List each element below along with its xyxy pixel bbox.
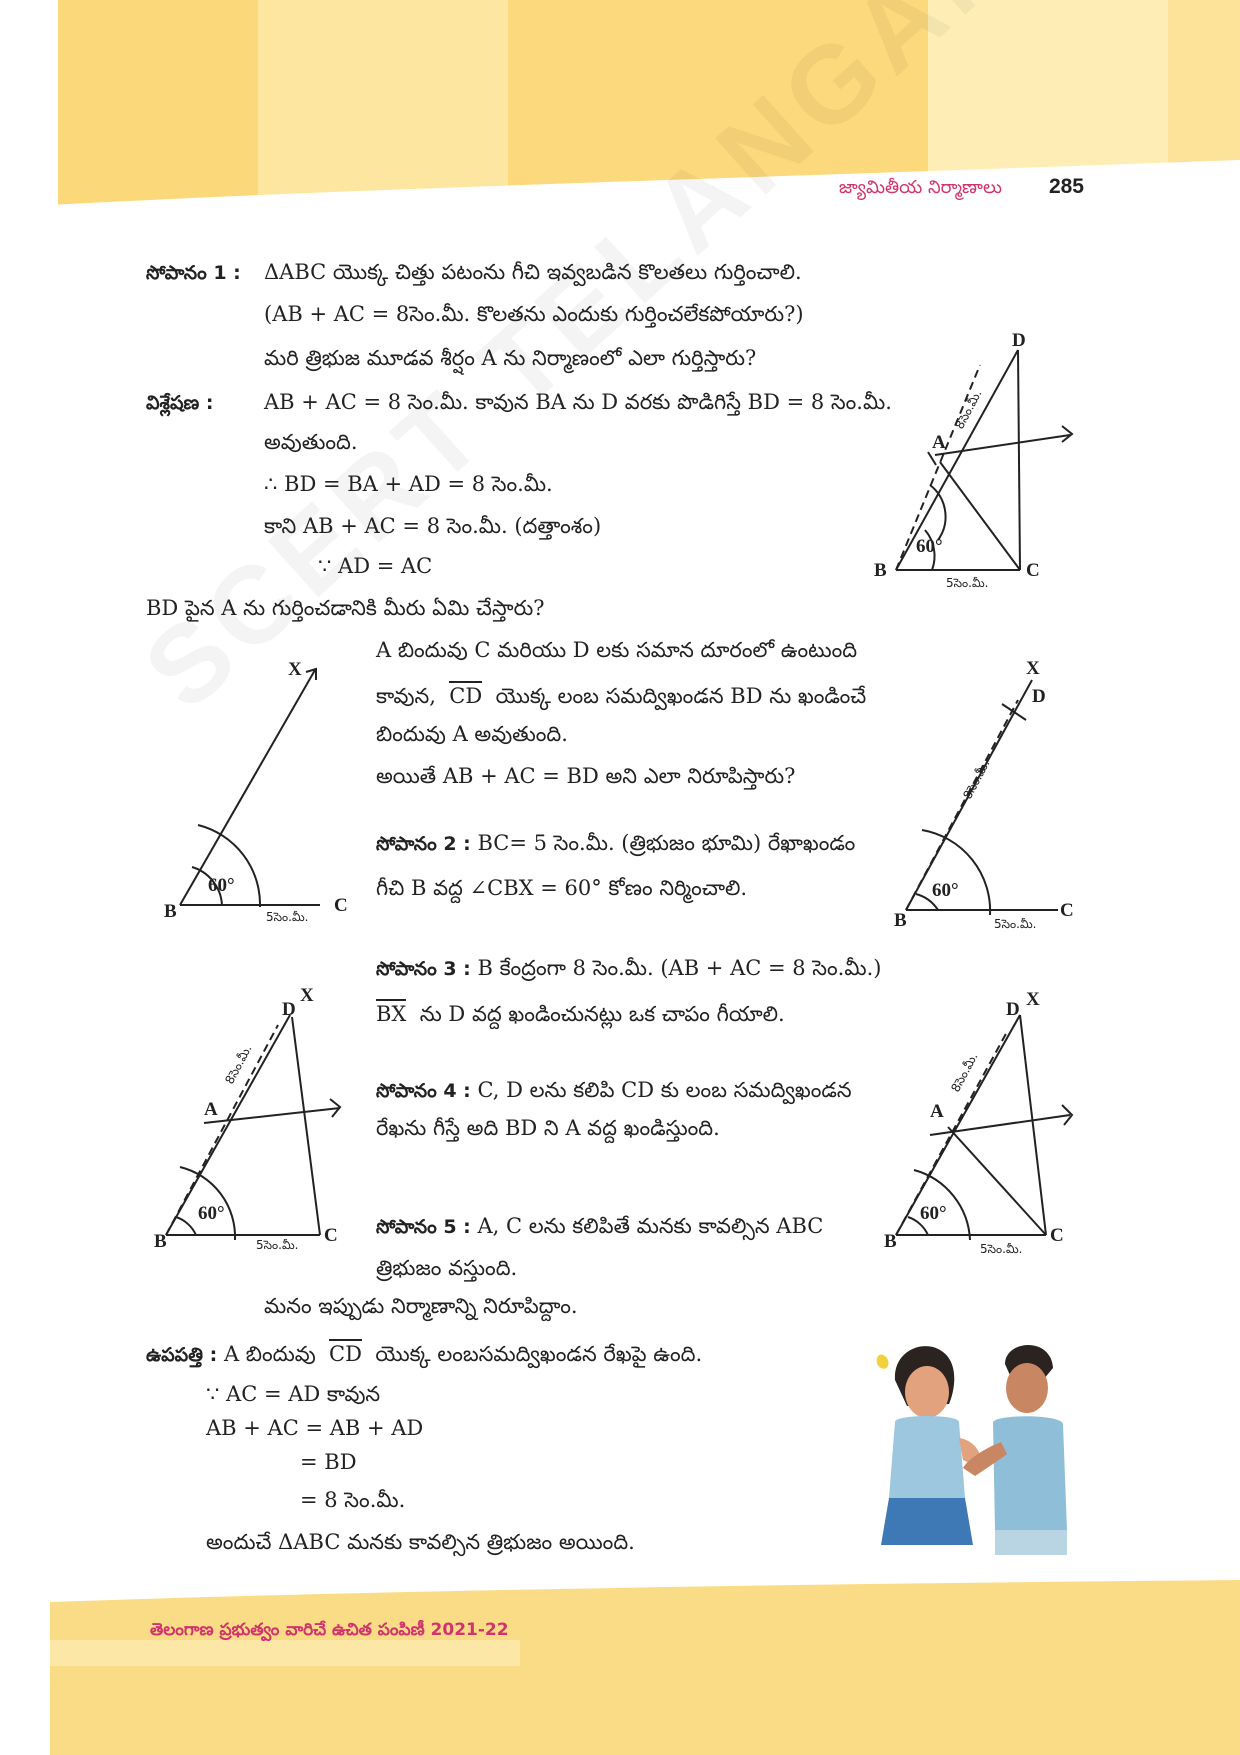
label-x: X xyxy=(300,985,314,1006)
step5-line2: త్రిభుజం వస్తుంది. xyxy=(376,1256,518,1280)
label-c: C xyxy=(1060,900,1074,921)
para-a-line1: A బిందువు C మరియు D లకు సమాన దూరంలో ఉంటుంది xyxy=(376,638,858,662)
label-d: D xyxy=(1012,330,1026,351)
label-bc-length: 5సెం.మీ. xyxy=(946,576,989,590)
proof-line1: ఉపపత్తి : A బిందువు CD యొక్క లంబసమద్విఖండన రేఖపై ఉంది. xyxy=(146,1344,702,1365)
step1-label: సోపానం 1 : xyxy=(146,262,241,284)
step1-line1: ΔABC యొక్క చిత్తు పటంను గీచి ఇవ్వబడిన కొలతలు గుర్తించాలి. xyxy=(264,260,802,284)
proof-line5: = 8 సెం.మీ. xyxy=(300,1488,406,1512)
label-b: B xyxy=(894,910,907,931)
footer-text: తెలంగాణ ప్రభుత్వం వారిచే ఉచిత పంపిణీ 2021-22 xyxy=(150,1620,509,1640)
step3-line1: సోపానం 3 : B కేంద్రంగా 8 సెం.మీ. (AB + AC = 8 సెం.మీ.) xyxy=(376,956,882,980)
page-number: 285 xyxy=(1048,175,1084,198)
figure-step3 xyxy=(890,660,1090,940)
label-a: A xyxy=(930,1101,944,1122)
figure-rough-sketch xyxy=(870,330,1100,595)
label-c: C xyxy=(324,1225,338,1246)
label-angle: 60° xyxy=(920,1203,947,1224)
label-angle: 60° xyxy=(916,536,943,557)
proof-line6: అందుచే ΔABC మనకు కావల్సిన త్రిభుజం అయింది. xyxy=(206,1530,635,1554)
analysis-line1: AB + AC = 8 సెం.మీ. కావున BA ను D వరకు పొడిగిస్తే BD = 8 సెం.మీ. xyxy=(264,390,892,414)
step1-line3: మరి త్రిభుజ మూడవ శీర్షం A ను నిర్మాణంలో ఎలా గుర్తిస్తారు? xyxy=(264,346,757,370)
label-bc-length: 5సెం.మీ. xyxy=(980,1242,1023,1256)
para-a-line3: బిందువు A అవుతుంది. xyxy=(376,722,568,746)
proof-line2: ∵ AC = AD కావున xyxy=(206,1382,381,1406)
label-bc-length: 5సెం.మీ. xyxy=(256,1238,299,1252)
label-c: C xyxy=(1050,1225,1064,1246)
children-illustration xyxy=(855,1330,1075,1555)
label-d: D xyxy=(1006,999,1020,1020)
bx-ray: BX xyxy=(376,999,406,1026)
footer-band xyxy=(0,1580,1240,1755)
label-angle: 60° xyxy=(198,1203,225,1224)
figure-step4 xyxy=(150,985,350,1250)
label-bd-length: 8సెం.మీ. xyxy=(960,757,993,802)
proof-line3: AB + AC = AB + AD xyxy=(206,1416,424,1440)
label-x: X xyxy=(288,659,302,680)
label-x: X xyxy=(1026,989,1040,1010)
label-b: B xyxy=(164,901,177,922)
verify-line: మనం ఇప్పుడు నిర్మాణాన్ని నిరూపిద్దాం. xyxy=(264,1294,578,1318)
step2-line1: సోపానం 2 : BC= 5 సెం.మీ. (త్రిభుజం భూమి) రేఖాఖండం xyxy=(376,831,856,855)
para-a-line4: అయితే AB + AC = BD అని ఎలా నిరూపిస్తారు? xyxy=(376,764,796,788)
label-a: A xyxy=(204,1099,218,1120)
step4-line1: సోపానం 4 : C, D లను కలిపి CD కు లంబ సమద్విఖండన xyxy=(376,1078,852,1102)
analysis-line4: కాని AB + AC = 8 సెం.మీ. (దత్తాంశం) xyxy=(264,514,602,538)
label-c: C xyxy=(1026,560,1040,581)
label-angle: 60° xyxy=(208,875,235,896)
cd-segment: CD xyxy=(449,681,482,708)
analysis-label: విశ్లేషణ : xyxy=(146,392,214,414)
step2-line2: గీచి B వద్ద ∠CBX = 60° కోణం నిర్మించాలి. xyxy=(376,876,748,900)
step1-line2: (AB + AC = 8సెం.మీ. కొలతను ఎందుకు గుర్తించలేకపోయారు?) xyxy=(264,302,804,326)
analysis-line2: అవుతుంది. xyxy=(264,430,358,454)
label-c: C xyxy=(334,895,348,916)
step5-line1: సోపానం 5 : A, C లను కలిపితే మనకు కావల్సిన ABC xyxy=(376,1214,824,1238)
figure-step5 xyxy=(880,989,1100,1265)
label-b: B xyxy=(154,1231,167,1252)
para-a-line2: కావున, CD యొక్క లంబ సమద్విఖండన BD ను ఖండించే xyxy=(376,686,866,707)
label-bd-length: 8సెం.మీ. xyxy=(948,1050,981,1095)
label-bc-length: 5సెం.మీ. xyxy=(266,910,309,924)
label-b: B xyxy=(884,1231,897,1252)
analysis-line3: ∴ BD = BA + AD = 8 సెం.మీ. xyxy=(264,472,553,496)
analysis-line5: ∵ AD = AC xyxy=(318,554,433,578)
label-x: X xyxy=(1026,658,1040,679)
proof-line4: = BD xyxy=(300,1450,357,1474)
step4-line2: రేఖను గీస్తే అది BD ని A వద్ద ఖండిస్తుంది. xyxy=(376,1116,720,1140)
question-bd: BD పైన A ను గుర్తించడానికి మీరు ఏమి చేస్తారు? xyxy=(146,596,545,620)
label-b: B xyxy=(874,560,887,581)
chapter-title: జ్యామితీయ నిర్మాణాలు xyxy=(838,177,1002,198)
label-d: D xyxy=(282,999,296,1020)
label-a: A xyxy=(932,432,946,453)
step3-line2: BX ను D వద్ద ఖండించునట్లు ఒక చాపం గీయాలి. xyxy=(376,1004,785,1025)
label-angle: 60° xyxy=(932,880,959,901)
cd-segment: CD xyxy=(329,1339,362,1366)
figure-step2 xyxy=(150,655,380,924)
label-d: D xyxy=(1032,686,1046,707)
label-bc-length: 5సెం.మీ. xyxy=(994,917,1037,931)
label-bd-length: 8సెం.మీ. xyxy=(952,387,985,432)
label-bd-length: 8సెం.మీ. xyxy=(222,1042,255,1087)
